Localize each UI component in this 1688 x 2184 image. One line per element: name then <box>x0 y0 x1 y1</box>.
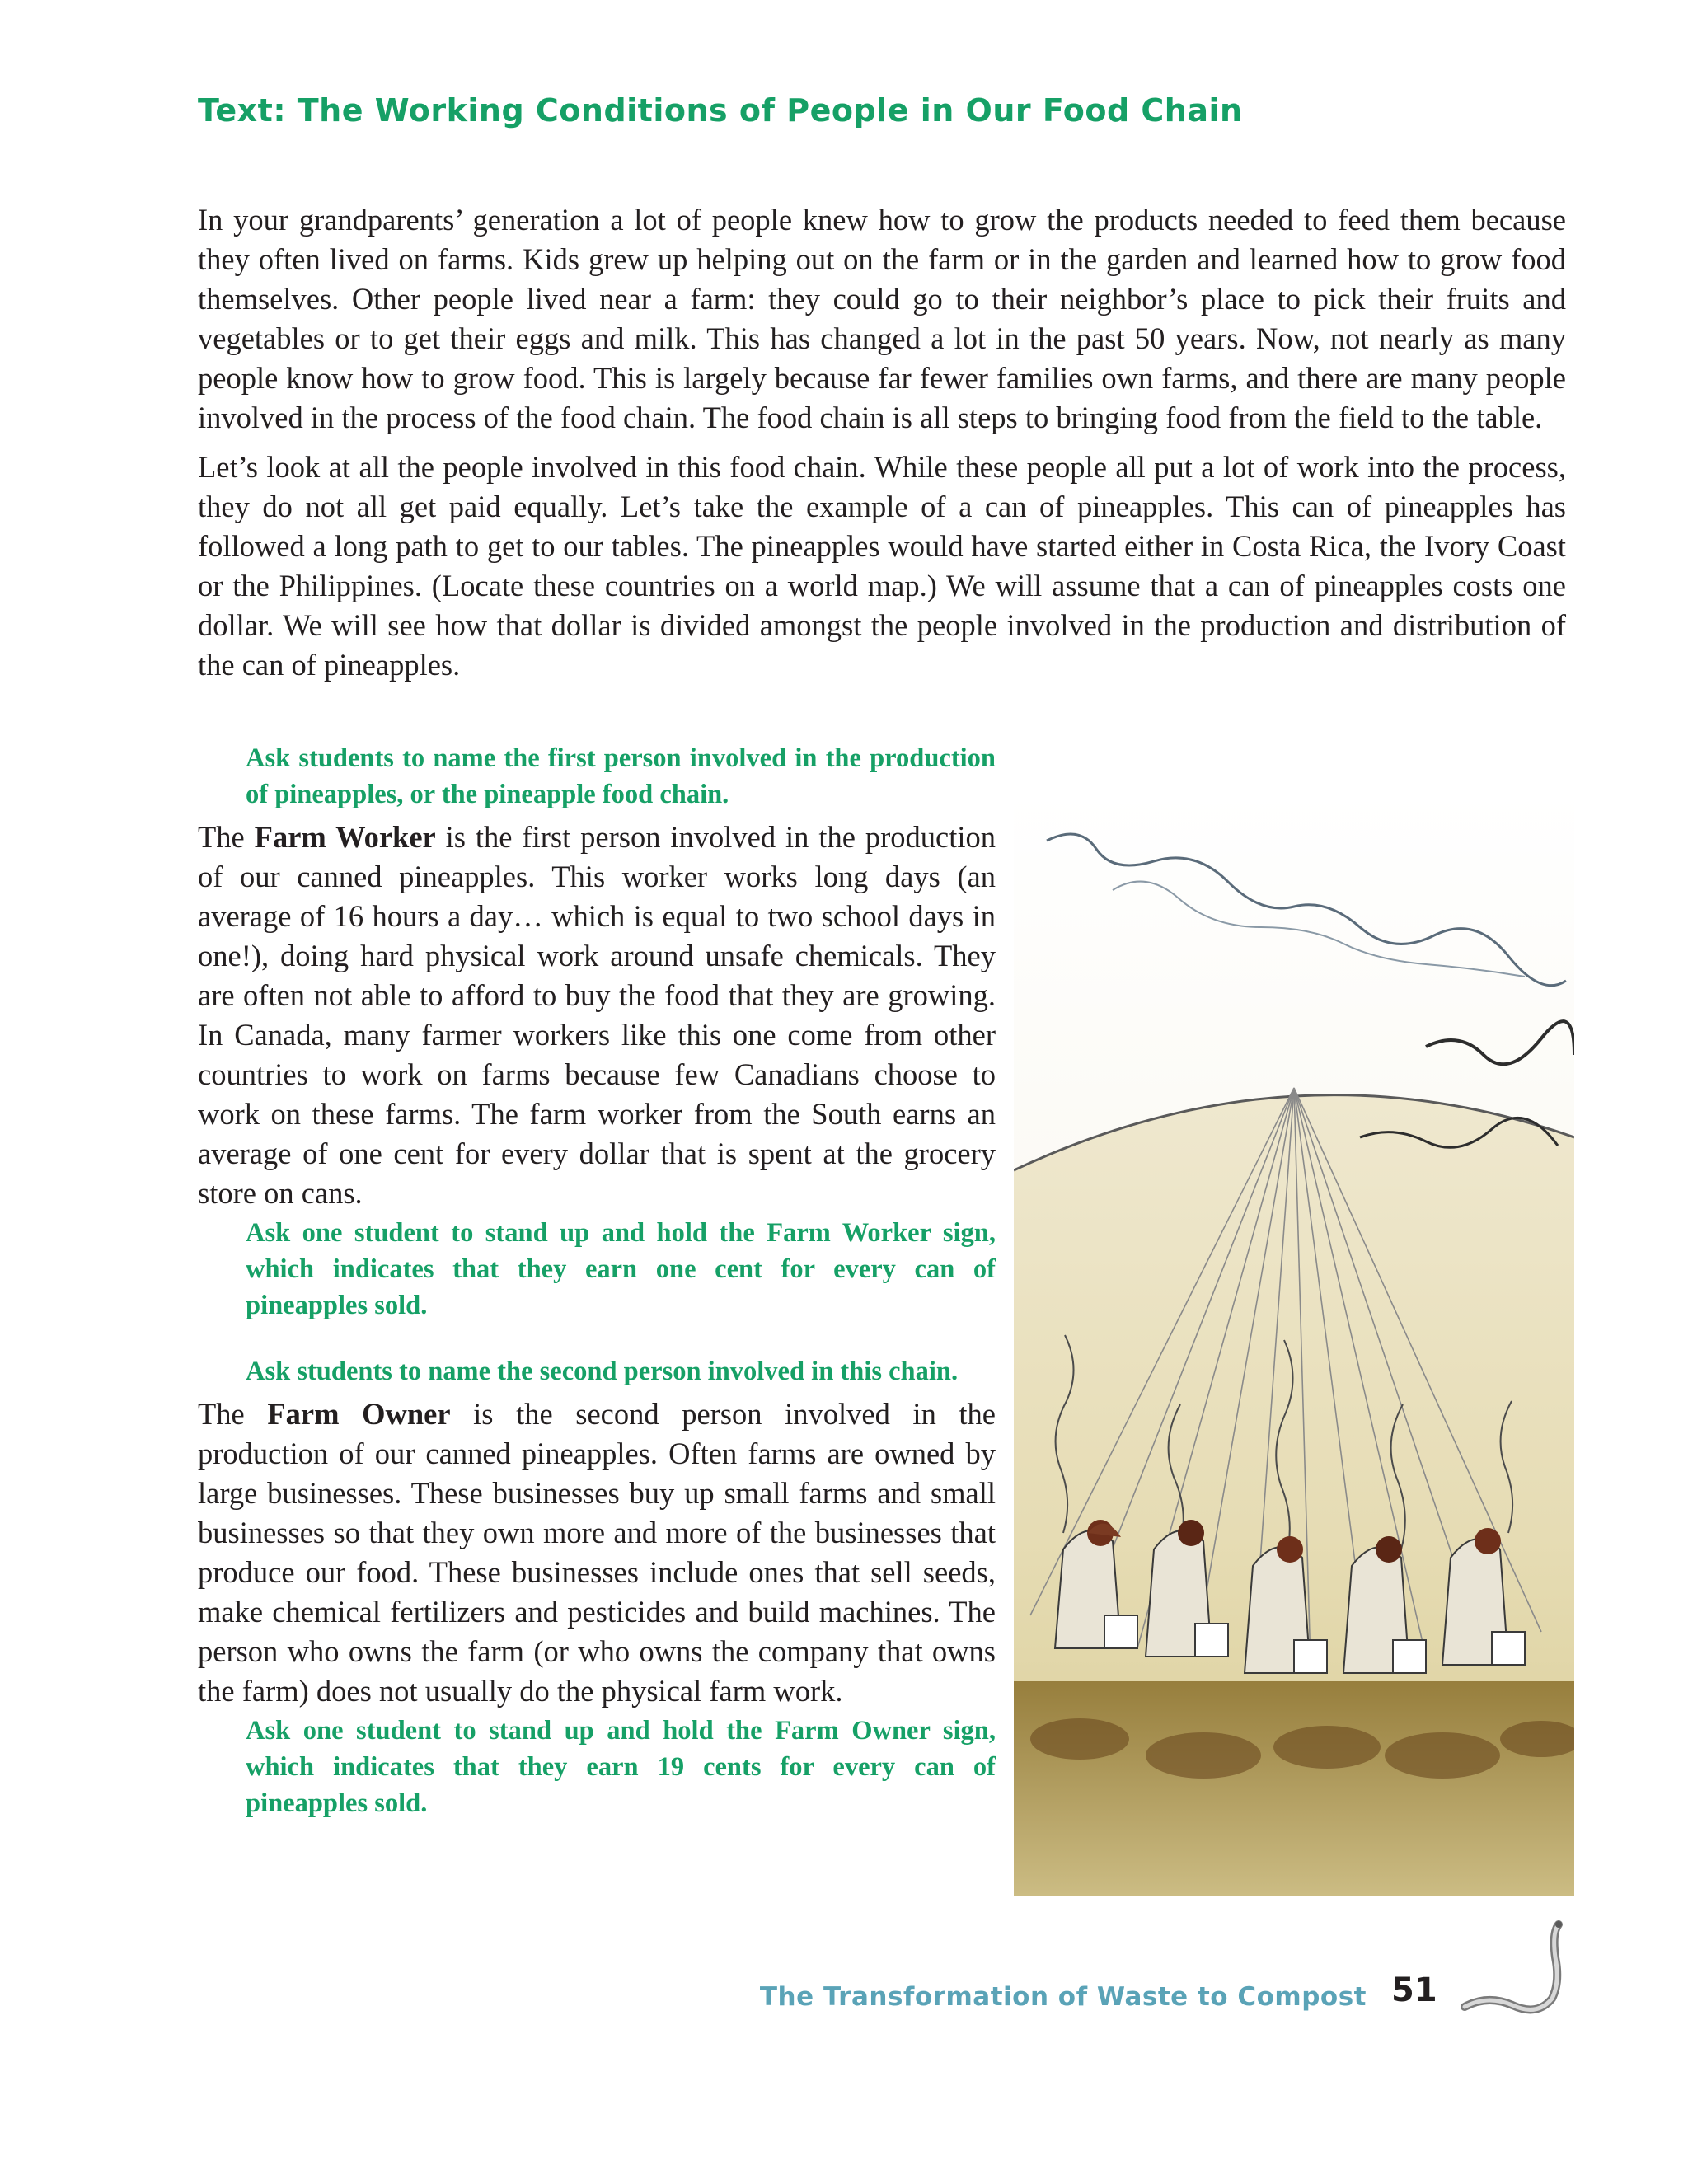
teacher-instruction-1: Ask students to name the first person involved in the production of pineapples, or the pineapple food chain. <box>246 743 996 809</box>
intro-paragraph-1: In your grandparents’ generation a lot of people knew how to grow the products needed to feed them because they often lived on farms. Kids grew up helping out on the farm or in the garden and learned how to grow food themselves. Other people lived near a farm: they could go to their neighbor’s place to pick their fruits and vegetables or to get their eggs and milk. This has changed a lot in the past 50 years. Now, not nearly as many people know how to grow food. This is largely because far fewer families own farms, and there are many people involved in the process of the food chain. The food chain is all steps to bringing food from the field to the table. <box>198 203 1566 434</box>
intro-paragraph-2: Let’s look at all the people involved in this food chain. While these people all put a lot of work into the process, they do not all get paid equally. Let’s take the example of a can of pineapples. This can of pineapples has followed a long path to get to our tables. The pineapples would have started either in Costa Rica, the Ivory Coast or the Philippines. (Locate these countries on a world map.) We will assume that a can of pineapples costs one dollar. We will see how that dollar is divided amongst the people involved in the production and distribution of the can of pineapples. <box>198 450 1566 682</box>
farm-owner-term: Farm Owner <box>267 1397 451 1431</box>
farm-worker-text: is the first person involved in the production of our canned pineapples. This worker works long days (an average of 16 hours a day… which is equal to two school days in one!), doing hard physical work around unsafe chemicals. They are often not able to afford to buy the food that they are growing. In Canada, many farmer workers like this one come from other countries to work on farms because few Canadians choose to work on these farms. The farm worker from the South earns an average of one cent for every dollar that is spent at the grocery store on cans. <box>198 820 996 1210</box>
intro-section <box>198 200 1566 695</box>
teacher-instruction-2: Ask one student to stand up and hold the Farm Worker sign, which indicates that they earn one cent for every can of pineapples sold. <box>246 1218 996 1320</box>
section-heading: Text: The Working Conditions of People in Our Food Chain <box>198 92 1243 129</box>
teacher-instruction-4: Ask one student to stand up and hold the Farm Owner sign, which indicates that they earn 19 cents for every can of pineapples sold. <box>246 1716 996 1818</box>
farm-owner-article: The <box>198 1397 268 1431</box>
farm-owner-text: is the second person involved in the production of our canned pineapples. Often farms are owned by large businesses. These businesses buy up small farms and small businesses so that they own more and more of the businesses that produce our food. These businesses include ones that sell seeds, make chemical fertilizers and pesticides and build machines. The person who owns the farm (or who owns the company that owns the farm) does not usually do the physical farm work. <box>198 1397 996 1708</box>
farm-worker-article: The <box>198 820 255 854</box>
farm-owner-paragraph <box>198 1394 996 1711</box>
farm-worker-paragraph <box>198 818 996 1213</box>
footer-title: The Transformation of Waste to Compost <box>759 1982 1367 2012</box>
page-number: 51 <box>1391 1971 1437 2009</box>
farm-worker-term: Farm Worker <box>254 820 436 854</box>
farm-workers-illustration <box>1014 791 1574 1896</box>
field-workers-drawing <box>1014 791 1574 1896</box>
worm-icon <box>1455 1916 1578 2032</box>
teacher-instruction-3: Ask students to name the second person involved in this chain. <box>246 1357 959 1386</box>
left-column <box>198 740 996 1826</box>
